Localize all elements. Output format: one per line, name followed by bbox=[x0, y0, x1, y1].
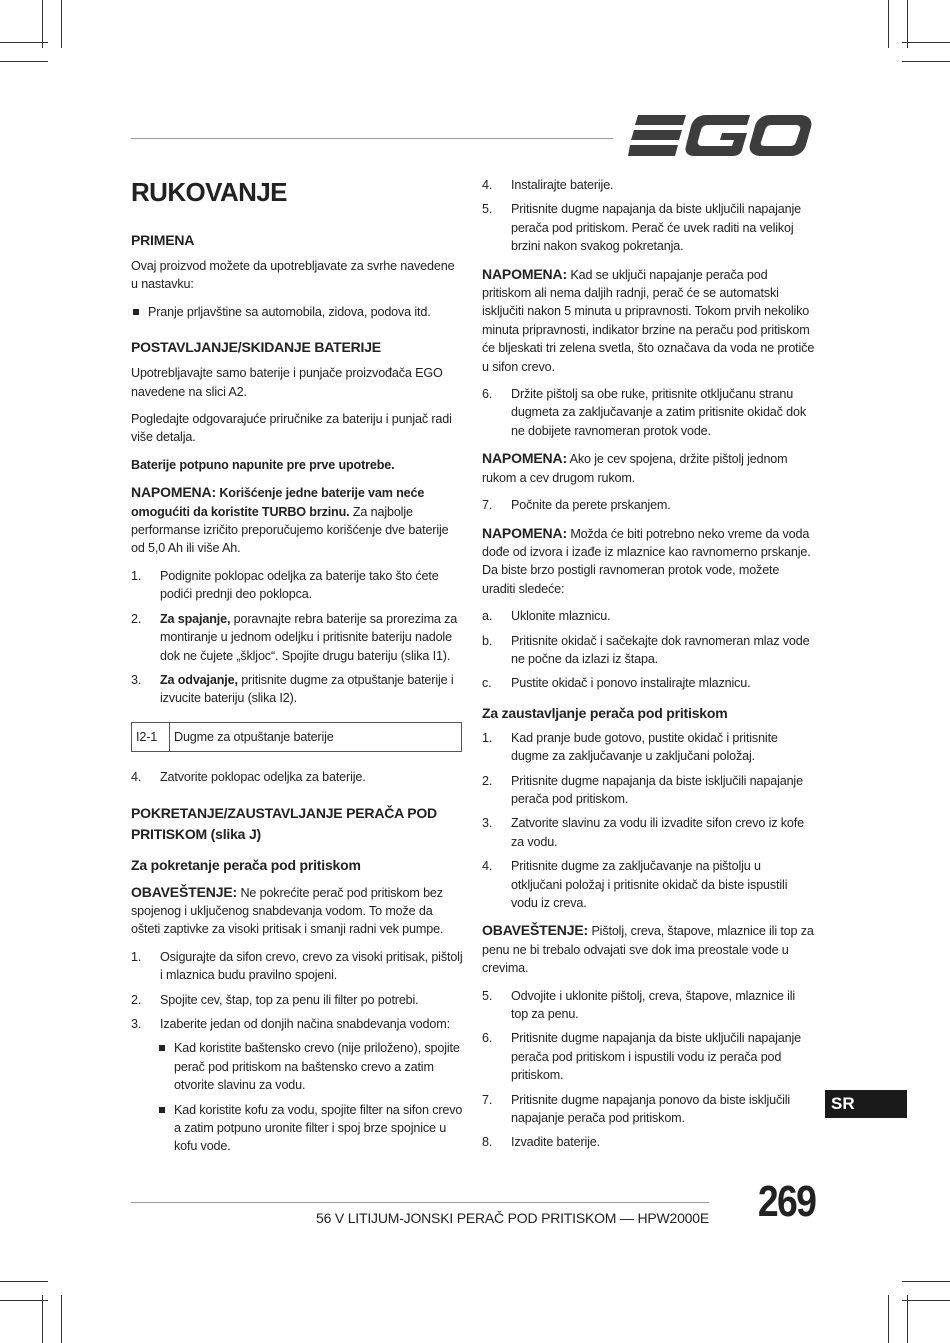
bullet-item bbox=[131, 303, 463, 321]
item-number: 3. bbox=[131, 672, 142, 687]
item-bold: Za spajanje, bbox=[160, 611, 231, 626]
list-item bbox=[482, 1133, 815, 1151]
item-text: Odvojite i uklonite pištolj, creva, štapove, mlaznice ili top za penu. bbox=[511, 988, 796, 1022]
note-label: NAPOMENA: bbox=[131, 484, 216, 501]
subheading-stop: Za zaustavljanje perača pod pritiskom bbox=[482, 704, 728, 721]
item-letter: c. bbox=[482, 676, 492, 691]
note-bold: Korišćenje jedne baterije vam neće omogućiti da koristite TURBO brzinu. bbox=[131, 486, 425, 519]
notice-label: OBAVEŠTENJE: bbox=[482, 922, 589, 939]
item-text: Pritisnite dugme napajanja da biste isključili napajanje perača pod pritiskom. bbox=[511, 773, 803, 806]
list-item bbox=[131, 610, 463, 665]
item-bold: Za odvajanje, bbox=[160, 672, 238, 687]
list-item bbox=[482, 1091, 815, 1128]
item-text: Pustite okidač i ponovo instalirajte mlaznicu. bbox=[511, 676, 751, 691]
item-number: 4. bbox=[482, 859, 493, 874]
crop-mark bbox=[0, 1300, 48, 1301]
item-text: Počnite da perete prskanjem. bbox=[511, 498, 671, 513]
crop-mark bbox=[902, 61, 950, 62]
crop-mark bbox=[907, 0, 908, 48]
crop-mark bbox=[61, 0, 62, 48]
crop-mark bbox=[0, 1281, 48, 1282]
note bbox=[482, 265, 815, 376]
item-number: 5. bbox=[482, 202, 493, 217]
bullet-item bbox=[157, 1039, 463, 1094]
list-item bbox=[482, 607, 815, 625]
crop-mark bbox=[42, 1295, 43, 1343]
subheading-start: Za pokretanje perača pod pritiskom bbox=[131, 856, 361, 873]
item-text: Pritisnite dugme napajanja ponovo da biste isključili napajanje perača pod pritiskom. bbox=[511, 1092, 791, 1126]
item-text: Instalirajte baterije. bbox=[511, 178, 614, 192]
list-item bbox=[131, 948, 463, 985]
language-tab: SR bbox=[825, 1090, 907, 1118]
item-text: Kad pranje bude gotovo, pustite okidač i pritisnite dugme za zaključavanje u zaključani položaj. bbox=[511, 730, 778, 764]
item-text: Uklonite mlaznicu. bbox=[511, 609, 611, 624]
page-title: RUKOVANJE bbox=[131, 177, 287, 207]
item-text: Zatvorite slavinu za vodu ili izvadite sifon crevo iz kofe za vodu. bbox=[511, 816, 804, 849]
note bbox=[131, 483, 463, 558]
section-heading-start-stop: POKRETANJE/ZAUSTAVLJANJE PERAČA POD PRITISKOM (slika J) bbox=[131, 804, 437, 842]
item-number: 2. bbox=[482, 773, 493, 788]
paragraph: Upotrebljavajte samo baterije i punjače proizvođača EGO navedene na slici A2. bbox=[131, 366, 443, 399]
legend-code: I2-1 bbox=[132, 722, 170, 751]
footer-text: 56 V LITIJUM-JONSKI PERAČ POD PRITISKOM — HPW2000E bbox=[316, 1210, 709, 1226]
item-text: Spojite cev, štap, top za penu ili filter po potrebi. bbox=[160, 992, 419, 1007]
item-text: Izaberite jedan od donjih načina snabdevanja vodom: bbox=[160, 1016, 450, 1031]
list-item bbox=[131, 991, 463, 1009]
footer-rule bbox=[131, 1202, 709, 1203]
table-row bbox=[132, 722, 462, 751]
item-text: Držite pištolj sa obe ruke, pritisnite otključanu stranu dugmeta za zaključavanje a zatim pritisnite okidač dok ne dobijete ravnomeran protok vode. bbox=[511, 387, 807, 438]
crop-mark bbox=[42, 0, 43, 48]
item-text: Podignite poklopac odeljka za baterije tako što ćete podići prednji deo poklopca. bbox=[160, 568, 439, 602]
notice-text: Pištolj, creva, štapove, mlaznice ili top za penu ne bi trebalo odvajati sve dok ima preostale vode u crevima. bbox=[482, 924, 814, 976]
paragraph-bold: Baterije potpuno napunite pre prve upotrebe. bbox=[131, 457, 395, 472]
item-text: Pritisnite dugme napajanja da biste uključili napajanje perača pod pritiskom. Perač će uvek raditi na velikoj brzini nakon svakog pokretanja. bbox=[511, 202, 801, 254]
crop-mark bbox=[902, 42, 950, 43]
crop-mark bbox=[888, 1295, 889, 1343]
item-number: 6. bbox=[482, 387, 493, 402]
list-item bbox=[131, 671, 463, 708]
paragraph: Ovaj proizvod možete da upotrebljavate za svrhe navedene u nastavku: bbox=[131, 259, 455, 292]
note-label: NAPOMENA: bbox=[482, 265, 567, 282]
note-text: Za najbolje performanse izričito preporučujemo korišćenje dve baterije od 5,0 Ah ili više Ah. bbox=[131, 504, 449, 556]
list-item bbox=[482, 200, 815, 255]
square-bullet-icon bbox=[159, 1107, 165, 1113]
bullet-text: Pranje prljavštine sa automobila, zidova, podova itd. bbox=[148, 304, 431, 319]
notice-label: OBAVEŠTENJE: bbox=[131, 883, 238, 900]
item-text: Pritisnite dugme napajanja da biste uključili napajanje perača pod pritiskom i ispustili vodu iz perača pod pritiskom. bbox=[511, 1031, 801, 1083]
list-item bbox=[482, 385, 815, 440]
list-item bbox=[482, 674, 815, 692]
crop-mark bbox=[0, 61, 48, 62]
paragraph: Pogledajte odgovarajuće priručnike za bateriju i punjač radi više detalja. bbox=[131, 412, 452, 445]
header-rule bbox=[131, 138, 613, 139]
item-text: Izvadite baterije. bbox=[511, 1135, 601, 1150]
crop-mark bbox=[888, 0, 889, 48]
list-item bbox=[131, 567, 463, 604]
bullet-text: Kad koristite baštensko crevo (nije priloženo), spojite perač pod pritiskom na baštensko crevo a zatim otvorite slavinu za vodu. bbox=[174, 1041, 460, 1093]
note bbox=[482, 524, 815, 599]
item-text: Osigurajte da sifon crevo, crevo za visoki pritisak, pištolj i mlaznica budu pravilno spojeni. bbox=[160, 949, 463, 983]
list-item bbox=[482, 857, 815, 912]
item-text: Zatvorite poklopac odeljka za baterije. bbox=[160, 770, 366, 785]
item-number: 2. bbox=[131, 611, 142, 626]
list-item bbox=[482, 496, 815, 514]
item-number: 8. bbox=[482, 1135, 493, 1150]
note-text: Kad se uključi napajanje perača pod pritiskom ali nema daljih radnji, perač će se automatski isključiti nakon 5 minuta u pripravnosti. Tokom prvih nekoliko minuta pripravnosti, indikator brzine na peraču pod pritiskom će bljeskati tri zelena svetla, što označava da voda ne protiče u sifon crevo. bbox=[482, 267, 815, 374]
item-number: 1. bbox=[131, 568, 142, 583]
item-number: 7. bbox=[482, 1092, 493, 1107]
item-text: Pritisnite dugme za zaključavanje na pištolju u otključani položaj i pritisnite okidač da biste ispustili vodu iz creva. bbox=[511, 859, 788, 910]
item-number: 2. bbox=[131, 992, 142, 1007]
note-text: Ako je cev spojena, držite pištolj jednom rukom a cev drugom rukom. bbox=[482, 452, 788, 485]
list-item bbox=[482, 987, 815, 1024]
section-heading-primena: PRIMENA bbox=[131, 232, 195, 248]
list-item bbox=[482, 176, 815, 194]
square-bullet-icon bbox=[159, 1045, 165, 1051]
item-number: 1. bbox=[131, 949, 142, 964]
legend-table bbox=[131, 722, 462, 752]
crop-mark bbox=[61, 1295, 62, 1343]
note-label: NAPOMENA: bbox=[482, 450, 567, 467]
item-text: Pritisnite okidač i sačekajte dok ravnomeran mlaz vode ne počne da izlazi iz štapa. bbox=[511, 633, 810, 666]
note-label: NAPOMENA: bbox=[482, 524, 567, 541]
item-number: 7. bbox=[482, 498, 493, 513]
notice-text: Ne pokrećite perač pod pritiskom bez spojenog i uključenog snabdevanja vodom. To može da ošteti zaptivke za visoki pritisak i smanji radni vek pumpe. bbox=[131, 885, 444, 937]
crop-mark bbox=[902, 1281, 950, 1282]
item-number: 4. bbox=[482, 178, 493, 192]
list-item bbox=[482, 1029, 815, 1084]
list-item bbox=[482, 729, 815, 766]
section-heading-battery: POSTAVLJANJE/SKIDANJE BATERIJE bbox=[131, 339, 381, 356]
page-number: 269 bbox=[757, 1177, 816, 1226]
ego-logo bbox=[628, 112, 813, 160]
item-number: 5. bbox=[482, 988, 493, 1003]
note-text: Možda će biti potrebno neko vreme da voda dođe od izvora i izađe iz mlaznice kao ravnomerno prskanje. Da biste brzo postigli ravnomeran protok vode, možete uraditi sledeće: bbox=[482, 526, 811, 596]
item-text: pritisnite dugme za otpuštanje baterije i izvucite bateriju (slika I2). bbox=[160, 672, 454, 706]
list-item bbox=[131, 768, 463, 786]
crop-mark bbox=[0, 42, 48, 43]
right-column bbox=[482, 176, 815, 1158]
item-number: 6. bbox=[482, 1031, 493, 1046]
note bbox=[482, 449, 815, 487]
item-letter: a. bbox=[482, 609, 493, 624]
item-number: 1. bbox=[482, 730, 493, 745]
list-item bbox=[482, 814, 815, 851]
crop-mark bbox=[907, 1295, 908, 1343]
bullet-item bbox=[157, 1101, 463, 1156]
item-number: 4. bbox=[131, 770, 142, 785]
bullet-text: Kad koristite kofu za vodu, spojite filter na sifon crevo a zatim potpuno uronite filter i spoj brze spojnice u kofu vode. bbox=[174, 1102, 463, 1154]
notice bbox=[482, 921, 815, 977]
item-number: 3. bbox=[131, 1016, 142, 1031]
item-letter: b. bbox=[482, 633, 493, 648]
list-item bbox=[131, 1015, 463, 1033]
item-number: 3. bbox=[482, 816, 493, 831]
left-column bbox=[131, 176, 463, 1162]
crop-mark bbox=[902, 1300, 950, 1301]
legend-label: Dugme za otpuštanje baterije bbox=[170, 722, 462, 751]
square-bullet-icon bbox=[133, 309, 139, 315]
item-text: poravnajte rebra baterije sa prorezima za montiranje u jednom odeljku i pritisnite bateriju nadole dok ne čujete „škljoc“. Spojite drugu bateriju (slika I1). bbox=[160, 611, 458, 663]
list-item bbox=[482, 632, 815, 669]
list-item bbox=[482, 772, 815, 809]
notice bbox=[131, 883, 463, 939]
